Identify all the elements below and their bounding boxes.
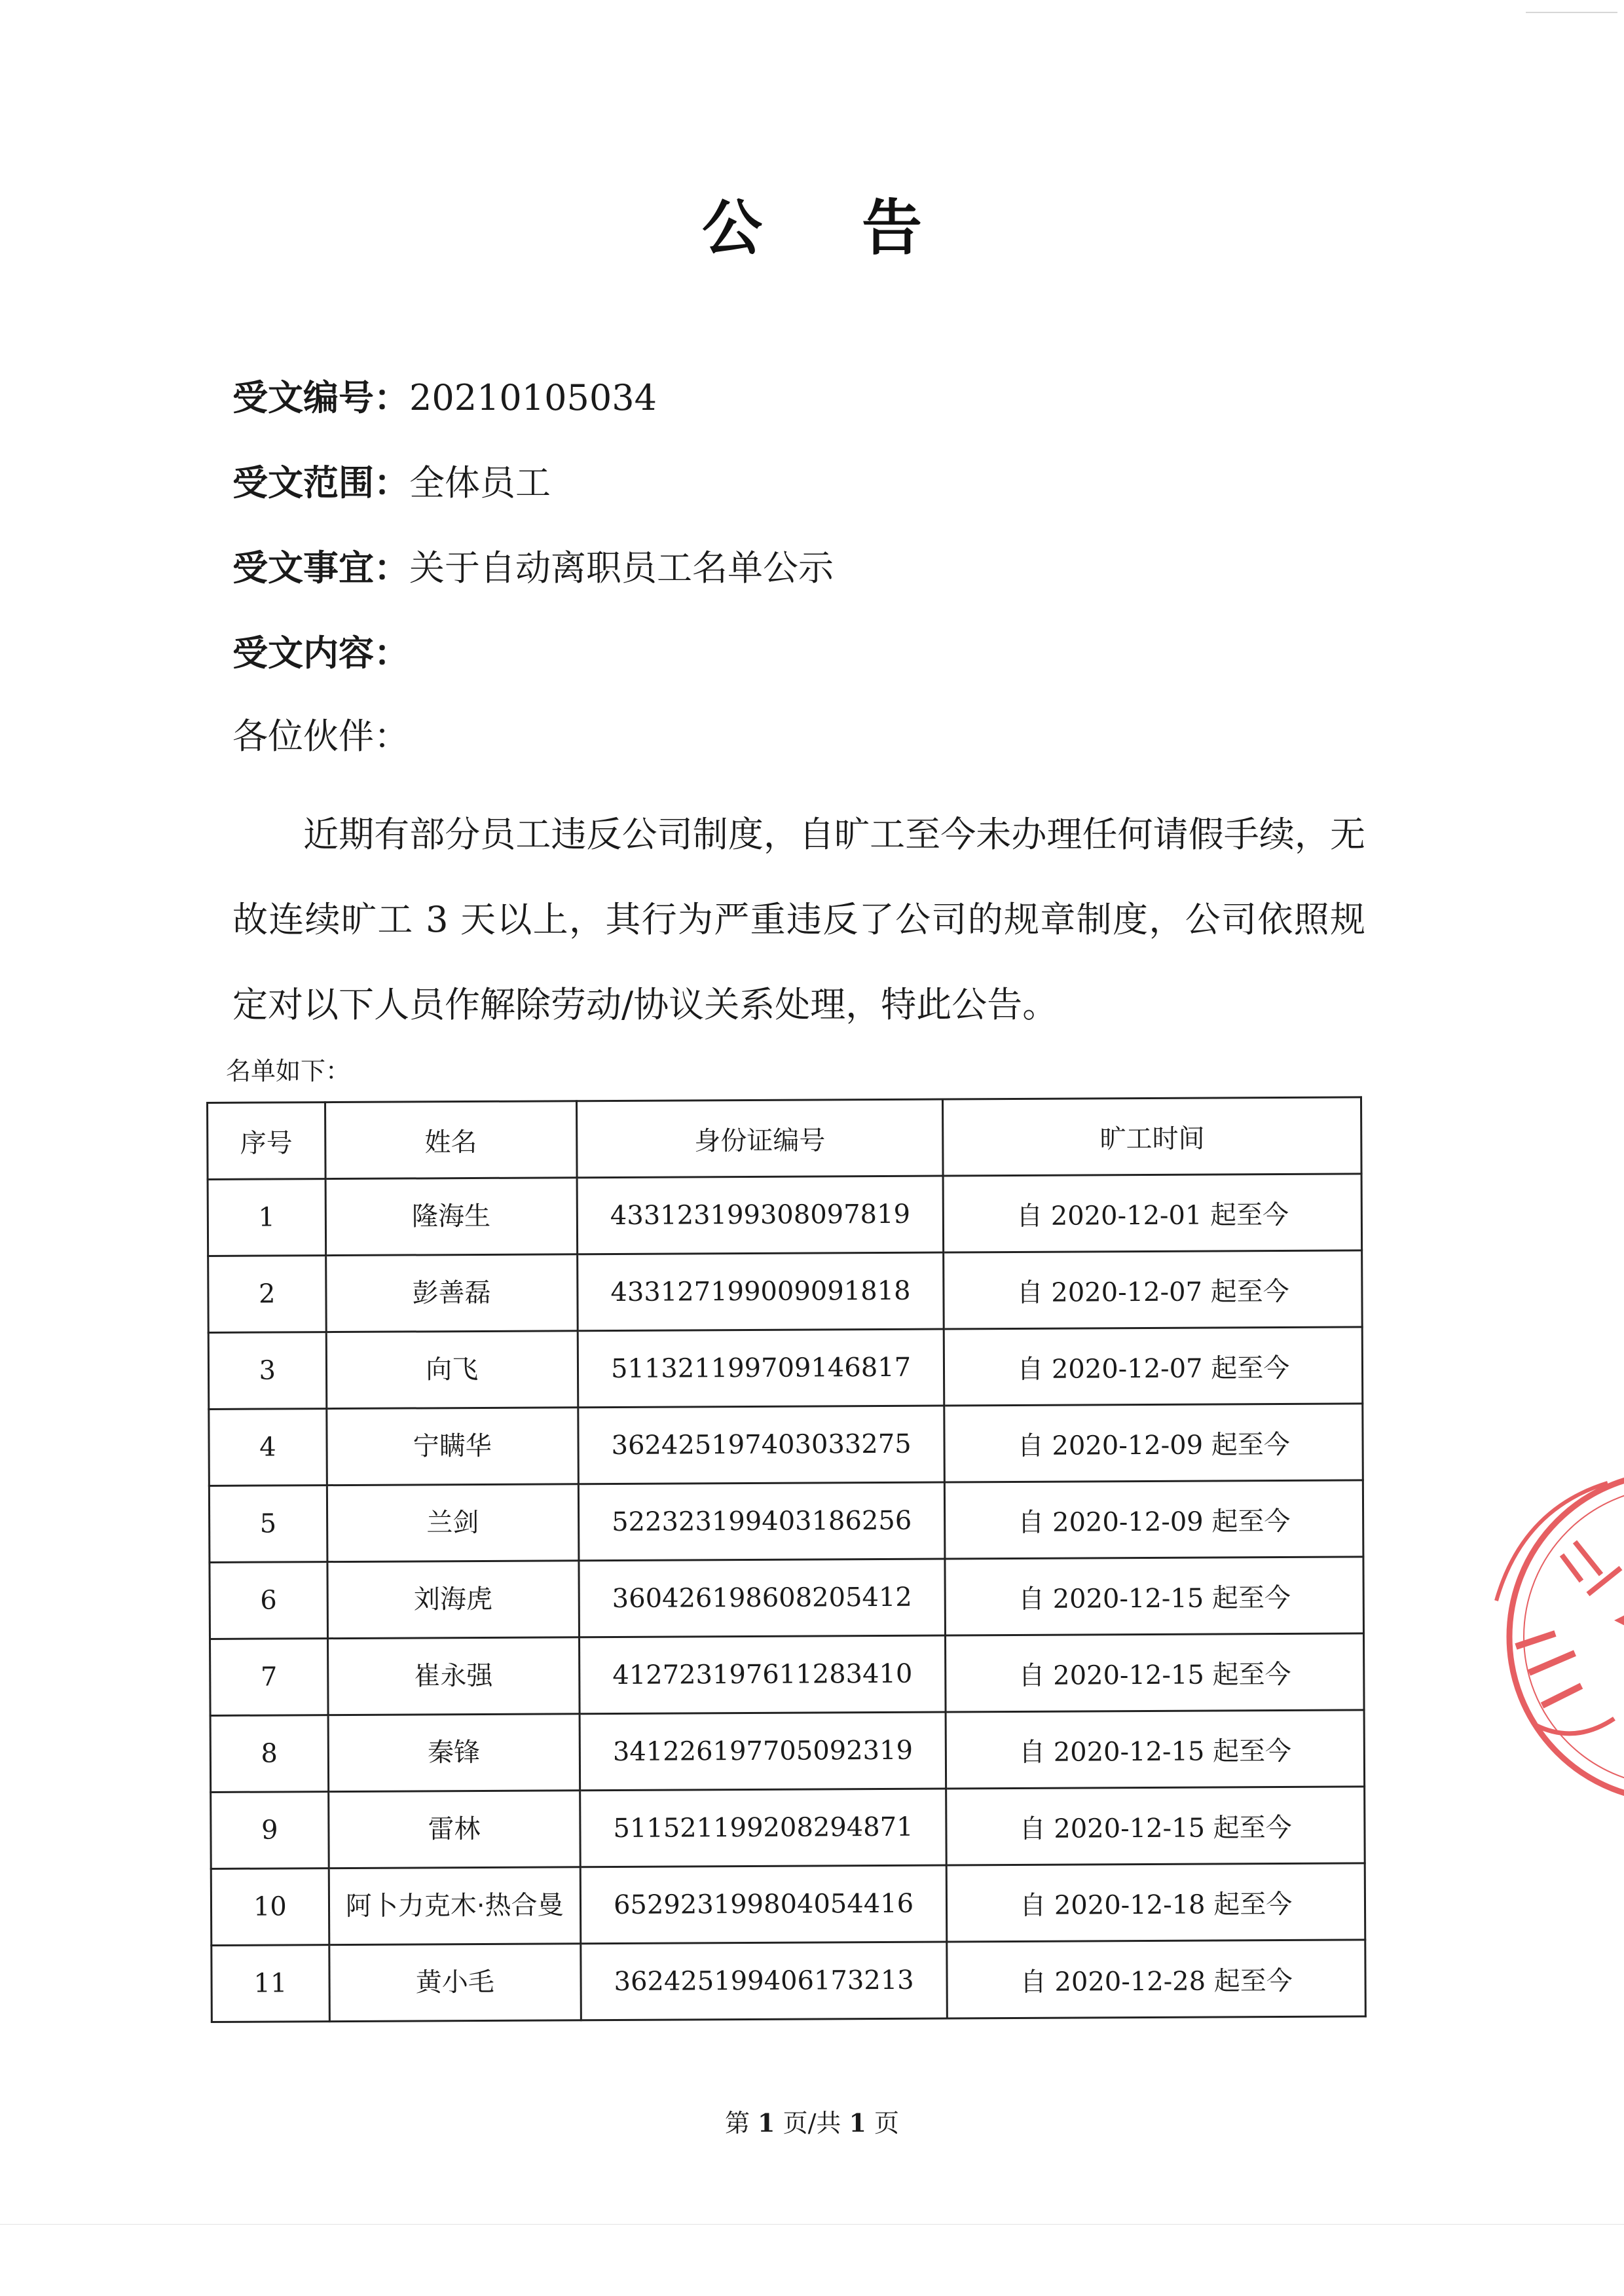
- cell-id-number: 511321199709146817: [578, 1329, 944, 1408]
- cell-absence-period: 自 2020-12-18 起至今: [947, 1863, 1365, 1942]
- footer-end: 页: [874, 2109, 900, 2138]
- cell-id-number: 652923199804054416: [580, 1865, 947, 1944]
- cell-id-number: 362425199406173213: [580, 1942, 947, 2020]
- field-doc-number: [232, 370, 657, 420]
- table-row: [210, 1710, 1365, 1793]
- cell-name: 阿卜力克木·热合曼: [329, 1867, 581, 1945]
- cell-no: 4: [209, 1409, 327, 1486]
- field-label: 受文事宜：: [232, 547, 409, 589]
- cell-name: 秦锋: [328, 1714, 580, 1792]
- table-row: [210, 1633, 1365, 1716]
- table-header-row: [208, 1097, 1362, 1180]
- cell-absence-period: 自 2020-12-01 起至今: [944, 1174, 1362, 1252]
- header-period: 旷工时间: [943, 1097, 1361, 1176]
- cell-name: 彭善磊: [325, 1254, 578, 1332]
- page-footer: [0, 2103, 1624, 2139]
- table-row: [212, 1940, 1366, 2022]
- field-label: 受文内容：: [232, 632, 409, 674]
- cell-name: 雷林: [328, 1791, 580, 1868]
- cell-no: 11: [212, 1945, 329, 2022]
- cell-name: 黄小毛: [329, 1944, 581, 2022]
- field-value: 全体员工: [409, 462, 551, 503]
- cell-name: 兰剑: [327, 1484, 579, 1562]
- cell-name: 隆海生: [325, 1178, 578, 1256]
- footer-page-number: 1: [758, 2108, 775, 2138]
- field-content: [232, 625, 409, 676]
- footer-label: 第: [724, 2109, 750, 2138]
- cell-name: 刘海虎: [327, 1561, 580, 1639]
- table-row: [210, 1557, 1364, 1639]
- header-id: 身份证编号: [576, 1099, 943, 1178]
- field-value: 关于自动离职员工名单公示: [409, 547, 834, 589]
- header-no: 序号: [208, 1102, 325, 1180]
- field-subject: [232, 540, 834, 591]
- cell-absence-period: 自 2020-12-15 起至今: [946, 1787, 1365, 1865]
- field-label: 受文编号：: [232, 377, 409, 418]
- header-name: 姓名: [325, 1101, 577, 1179]
- cell-no: 6: [210, 1562, 327, 1639]
- cell-no: 5: [209, 1485, 327, 1563]
- company-seal-stamp: [1457, 1450, 1624, 1817]
- cell-absence-period: 自 2020-12-15 起至今: [946, 1633, 1364, 1712]
- table-row: [208, 1327, 1363, 1410]
- cell-no: 3: [208, 1332, 326, 1410]
- table-row: [208, 1250, 1363, 1333]
- cell-no: 2: [208, 1256, 326, 1333]
- cell-absence-period: 自 2020-12-07 起至今: [944, 1327, 1363, 1406]
- document-title: 公 告: [701, 193, 962, 263]
- greeting: 各位伙伴：: [232, 716, 409, 757]
- cell-id-number: 511521199208294871: [580, 1789, 946, 1867]
- cell-no: 7: [210, 1639, 328, 1716]
- cell-no: 9: [211, 1792, 329, 1869]
- cell-id-number: 433127199009091818: [577, 1252, 944, 1331]
- cell-id-number: 362425197403033275: [578, 1406, 944, 1484]
- cell-id-number: 522323199403186256: [578, 1482, 945, 1561]
- notice-body: 近期有部分员工违反公司制度，自旷工至今未办理任何请假手续，无故连续旷工 3 天以上，其行为严重违反了公司的规章制度，公司依照规定对以下人员作解除劳动/协议关系处理，特此公告。: [232, 814, 1365, 1025]
- cell-absence-period: 自 2020-12-28 起至今: [947, 1940, 1365, 2018]
- cell-absence-period: 自 2020-12-15 起至今: [946, 1710, 1365, 1789]
- cell-no: 10: [211, 1868, 329, 1946]
- cell-id-number: 360426198608205412: [579, 1559, 946, 1637]
- cell-no: 1: [208, 1179, 325, 1256]
- cell-id-number: 412723197611283410: [579, 1635, 946, 1714]
- cell-no: 8: [210, 1715, 328, 1793]
- cell-id-number: 433123199308097819: [577, 1176, 944, 1254]
- cell-id-number: 341226197705092319: [580, 1712, 946, 1791]
- field-scope: [232, 455, 551, 505]
- table-row: [209, 1480, 1363, 1563]
- footer-page-total: 1: [849, 2108, 866, 2138]
- cell-name: 向飞: [326, 1331, 578, 1409]
- table-row: [211, 1863, 1365, 1946]
- cell-absence-period: 自 2020-12-09 起至今: [945, 1480, 1363, 1559]
- cell-absence-period: 自 2020-12-15 起至今: [945, 1557, 1363, 1635]
- cell-name: 宁瞒华: [326, 1408, 578, 1485]
- field-value: 20210105034: [409, 377, 657, 418]
- table-row: [209, 1404, 1363, 1486]
- dismissal-table: [206, 1096, 1367, 2023]
- table-row: [211, 1787, 1365, 1869]
- footer-mid: 页/共: [783, 2109, 841, 2138]
- list-title: 名单如下：: [226, 1057, 351, 1085]
- table-row: [208, 1174, 1362, 1256]
- cell-absence-period: 自 2020-12-07 起至今: [944, 1250, 1362, 1329]
- cell-name: 崔永强: [327, 1637, 580, 1715]
- cell-absence-period: 自 2020-12-09 起至今: [944, 1404, 1363, 1482]
- scan-edge-line: [1526, 12, 1617, 13]
- scan-edge-line: [0, 2224, 1624, 2225]
- field-label: 受文范围：: [232, 462, 409, 503]
